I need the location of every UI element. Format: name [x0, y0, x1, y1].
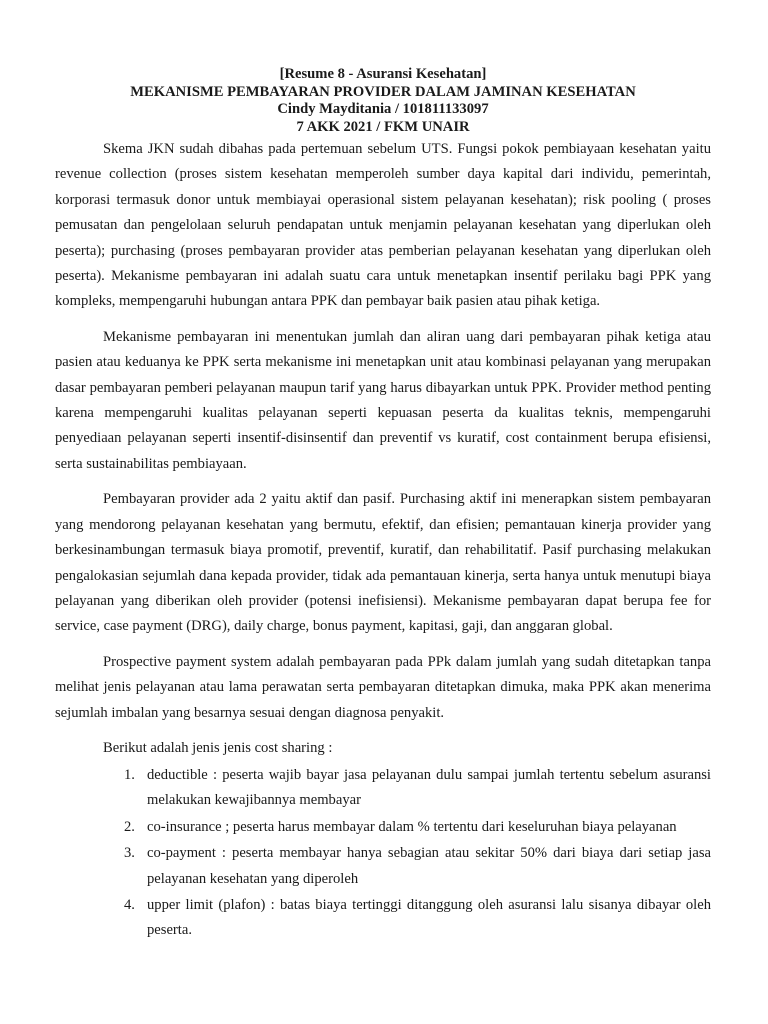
list-item: [124, 841, 711, 892]
paragraph-jkn-scheme: Skema JKN sudah dibahas pada pertemuan sebelum UTS. Fungsi pokok pembiayaan kesehatan yaitu revenue collection (proses sistem kesehatan memperoleh sumber daya kapital dari individu, pemerintah, korporasi termasuk donor untuk membiayai operasional sistem pelayanan kesehatan); risk pooling ( proses pemusatan dan pengelolaan seluruh pendapatan untuk menjamin pelayanan kesehatan yang diperlukan oleh peserta); purchasing (proses pembayaran provider atas pemberian pelayanan kesehatan yang diperlukan oleh peserta). Mekanisme pembayaran ini adalah suatu cara untuk menetapkan insentif perilaku bagi PPK yang kompleks, mempengaruhi hubungan antara PPK dan pembayar baik pasien atau pihak ketiga.: [55, 141, 711, 310]
cost-sharing-intro: Berikut adalah jenis jenis cost sharing :: [103, 739, 333, 756]
document-header: [55, 66, 711, 136]
author-line: Cindy Mayditania / 101811133097: [277, 101, 489, 117]
list-item: [124, 763, 711, 814]
paragraph-prospective-payment: Prospective payment system adalah pembayaran pada PPk dalam jumlah yang sudah ditetapkan tanpa melihat jenis pelayanan atau lama perawatan serta pembayaran ditetapkan dimuka, maka PPK akan menerima sejumlah imbalan yang besarnya sesuai dengan diagnosa penyakit.: [55, 653, 711, 721]
list-item-text: co-payment : peserta membayar hanya sebagian atau sekitar 50% dari biaya dari setiap jasa pelayanan kesehatan yang diperoleh: [147, 845, 711, 887]
list-number: 4.: [124, 896, 135, 913]
list-item-text: deductible : peserta wajib bayar jasa pelayanan dulu sampai jumlah tertentu sebelum asuransi melakukan kewajibannya membayar: [147, 766, 711, 809]
document-title: MEKANISME PEMBAYARAN PROVIDER DALAM JAMINAN KESEHATAN: [130, 83, 636, 100]
list-item-text: upper limit (plafon) : batas biaya tertinggi ditanggung oleh asuransi lalu sisanya dibayar oleh peserta.: [147, 896, 711, 939]
resume-label: [Resume 8 - Asuransi Kesehatan]: [279, 66, 487, 82]
list-number: 1.: [124, 766, 135, 783]
list-item: [124, 893, 711, 944]
list-number: 3.: [124, 845, 135, 862]
paragraph-provider-payment: Pembayaran provider ada 2 yaitu aktif dan pasif. Purchasing aktif ini menerapkan sistem pembayaran yang mendorong pelayanan kesehatan yang bermutu, efektif, dan efisien; pemantauan kinerja provider yang berkesinambungan termasuk biaya promotif, preventif, kuratif, dan rehabilitatif. Pasif purchasing melakukan pengalokasian sejumlah dana kepada provider, tidak ada pemantauan kinerja, serta hanya untuk menutupi biaya pelayanan yang diberikan oleh provider (potensi inefisiensi). Mekanisme pembayaran dapat berupa fee for service, case payment (DRG), daily charge, bonus payment, kapitasi, gaji, dan anggaran global.: [55, 491, 711, 635]
paragraph-payment-mechanism: Mekanisme pembayaran ini menentukan jumlah dan aliran uang dari pembayaran pihak ketiga atau pasien atau keduanya ke PPK serta mekanisme ini menetapkan unit atau kombinasi pelayanan yang merupakan dasar pembayaran pemberi pelayanan maupun tarif yang harus dibayarkan untuk PPK. Provider method penting karena mempengaruhi kualitas pelayanan seperti kepuasan peserta da kualitas teknis, mempengaruhi penyediaan pelayanan seperti insentif-disinsentif dan preventif vs kuratif, cost containment berupa efisiensi, serta sustainabilitas pembiayaan.: [55, 328, 711, 472]
list-item: [124, 815, 711, 840]
cost-sharing-list: [55, 763, 711, 944]
document-page: [55, 66, 711, 945]
list-item-text: co-insurance ; peserta harus membayar dalam % tertentu dari keseluruhan biaya pelayanan: [147, 818, 677, 835]
class-line: 7 AKK 2021 / FKM UNAIR: [296, 118, 470, 135]
list-number: 2.: [124, 818, 135, 835]
